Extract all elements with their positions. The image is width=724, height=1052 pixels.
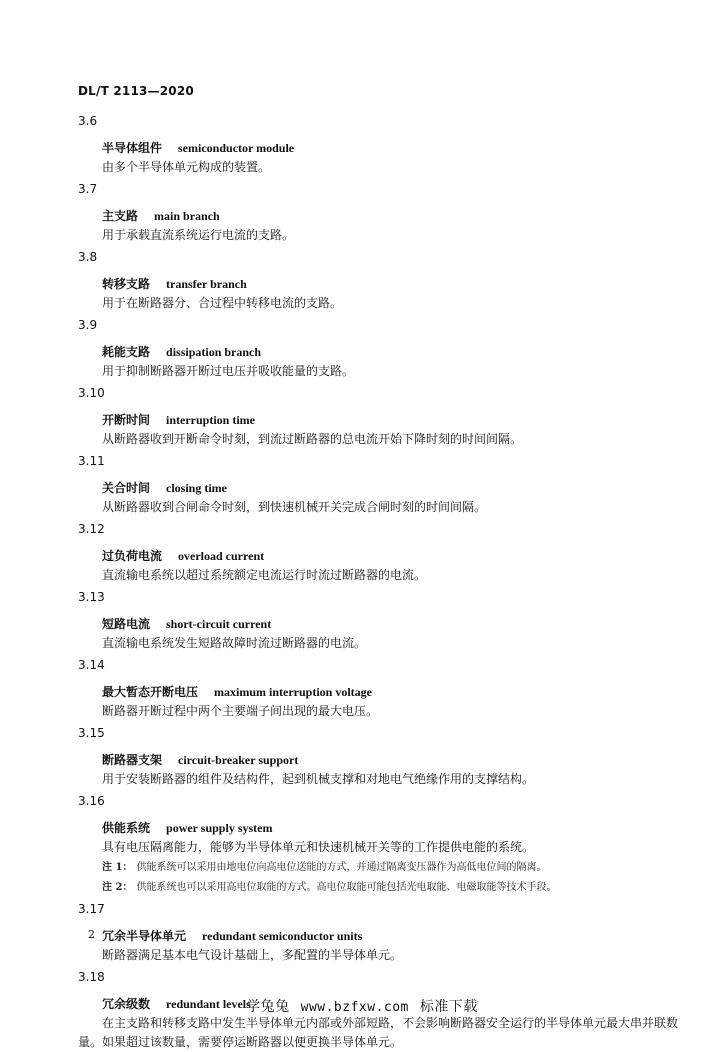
term-definition: 断路器满足基本电气设计基础上，多配置的半导体单元。 (102, 948, 403, 962)
terms-list (78, 110, 678, 1052)
term-definition: 从断路器收到开断命令时刻，到流过断路器的总电流开始下降时刻的时间间隔。 (102, 432, 523, 446)
term-definition: 从断路器收到合闸命令时刻，到快速机械开关完成合闸时刻的时间间隔。 (102, 500, 487, 514)
term-chinese: 冗余级数 (102, 997, 151, 1011)
term-chinese: 半导体组件 (102, 141, 163, 155)
term-entry (78, 518, 678, 586)
term-english: maximum interruption voltage (214, 685, 373, 699)
term-title (78, 139, 678, 158)
term-english: semiconductor module (178, 141, 295, 155)
watermark-footer (0, 996, 724, 1016)
term-title (78, 751, 678, 770)
term-english: short-circuit current (166, 617, 272, 631)
term-english: circuit-breaker support (178, 753, 299, 767)
term-definition: 用于抑制断路器开断过电压并吸收能量的支路。 (102, 364, 355, 378)
note-label: 注 2： (102, 882, 133, 893)
term-english: transfer branch (166, 277, 247, 291)
term-definition: 断路器开断过程中两个主要端子间出现的最大电压。 (102, 704, 379, 718)
term-number: 3.13 (78, 590, 105, 604)
term-number: 3.15 (78, 726, 105, 740)
term-entry (78, 110, 678, 178)
term-title (78, 819, 678, 838)
footer-brand: 学兔兔 (246, 999, 290, 1015)
term-number: 3.17 (78, 902, 105, 916)
term-entry (78, 654, 678, 722)
term-chinese: 供能系统 (102, 821, 151, 835)
term-chinese: 过负荷电流 (102, 549, 163, 563)
term-note (78, 878, 678, 898)
term-title (78, 479, 678, 498)
term-english: power supply system (166, 821, 273, 835)
term-chinese: 主支路 (102, 209, 139, 223)
term-entry (78, 314, 678, 382)
term-english: dissipation branch (166, 345, 262, 359)
term-number: 3.8 (78, 250, 98, 264)
term-chinese: 转移支路 (102, 277, 151, 291)
document-code: DL/T 2113—2020 (78, 84, 194, 98)
term-english: overload current (178, 549, 265, 563)
term-entry (78, 246, 678, 314)
term-definition: 在主支路和转移支路中发生半导体单元内部或外部短路，不会影响断路器安全运行的半导体单元最大串并联数量。如果超过该数量，需要停运断路器以便更换半导体单元。 (78, 1016, 679, 1049)
term-definition: 由多个半导体单元构成的装置。 (102, 160, 271, 174)
term-title (78, 927, 678, 946)
term-number: 3.7 (78, 182, 98, 196)
term-definition: 直流输电系统发生短路故障时流过断路器的电流。 (102, 636, 367, 650)
term-title (78, 343, 678, 362)
term-entry (78, 450, 678, 518)
term-english: redundant semiconductor units (202, 929, 363, 943)
page-number: 2 (88, 928, 95, 941)
term-definition: 用于安装断路器的组件及结构件，起到机械支撑和对地电气绝缘作用的支撑结构。 (102, 772, 535, 786)
term-title (78, 275, 678, 294)
footer-site: www.bzfxw.com (300, 1000, 409, 1015)
term-chinese: 关合时间 (102, 481, 151, 495)
term-english: closing time (166, 481, 228, 495)
term-english: redundant levels (166, 997, 251, 1011)
term-english: interruption time (166, 413, 256, 427)
term-title (78, 207, 678, 226)
note-label: 注 1： (102, 862, 133, 873)
term-chinese: 开断时间 (102, 413, 151, 427)
term-title (78, 615, 678, 634)
term-title (78, 411, 678, 430)
term-number: 3.14 (78, 658, 105, 672)
footer-label: 标准下载 (419, 999, 478, 1015)
term-entry (78, 790, 678, 898)
term-english: main branch (154, 209, 220, 223)
term-number: 3.18 (78, 970, 105, 984)
term-entry (78, 898, 678, 966)
term-chinese: 冗余半导体单元 (102, 929, 187, 943)
term-entry (78, 382, 678, 450)
term-chinese: 耗能支路 (102, 345, 151, 359)
note-text: 供能系统可以采用由地电位向高电位送能的方式，并通过隔离变压器作为高低电位间的隔离。 (136, 862, 547, 873)
note-text: 供能系统也可以采用高电位取能的方式。高电位取能可能包括光电取能、电磁取能等技术手段。 (136, 882, 557, 893)
term-number: 3.11 (78, 454, 105, 468)
term-entry (78, 586, 678, 654)
term-definition: 具有电压隔离能力，能够为半导体单元和快速机械开关等的工作提供电能的系统。 (102, 840, 535, 854)
term-definition: 用于承载直流系统运行电流的支路。 (102, 228, 295, 242)
term-number: 3.9 (78, 318, 98, 332)
term-entry (78, 178, 678, 246)
term-title (78, 683, 678, 702)
term-chinese: 断路器支架 (102, 753, 163, 767)
term-chinese: 最大暂态开断电压 (102, 685, 199, 699)
term-number: 3.6 (78, 114, 98, 128)
term-number: 3.12 (78, 522, 105, 536)
term-chinese: 短路电流 (102, 617, 151, 631)
term-title (78, 547, 678, 566)
term-definition: 直流输电系统以超过系统额定电流运行时流过断路器的电流。 (102, 568, 427, 582)
term-entry (78, 722, 678, 790)
term-number: 3.16 (78, 794, 105, 808)
term-number: 3.10 (78, 386, 105, 400)
term-definition: 用于在断路器分、合过程中转移电流的支路。 (102, 296, 343, 310)
term-note (78, 858, 678, 878)
